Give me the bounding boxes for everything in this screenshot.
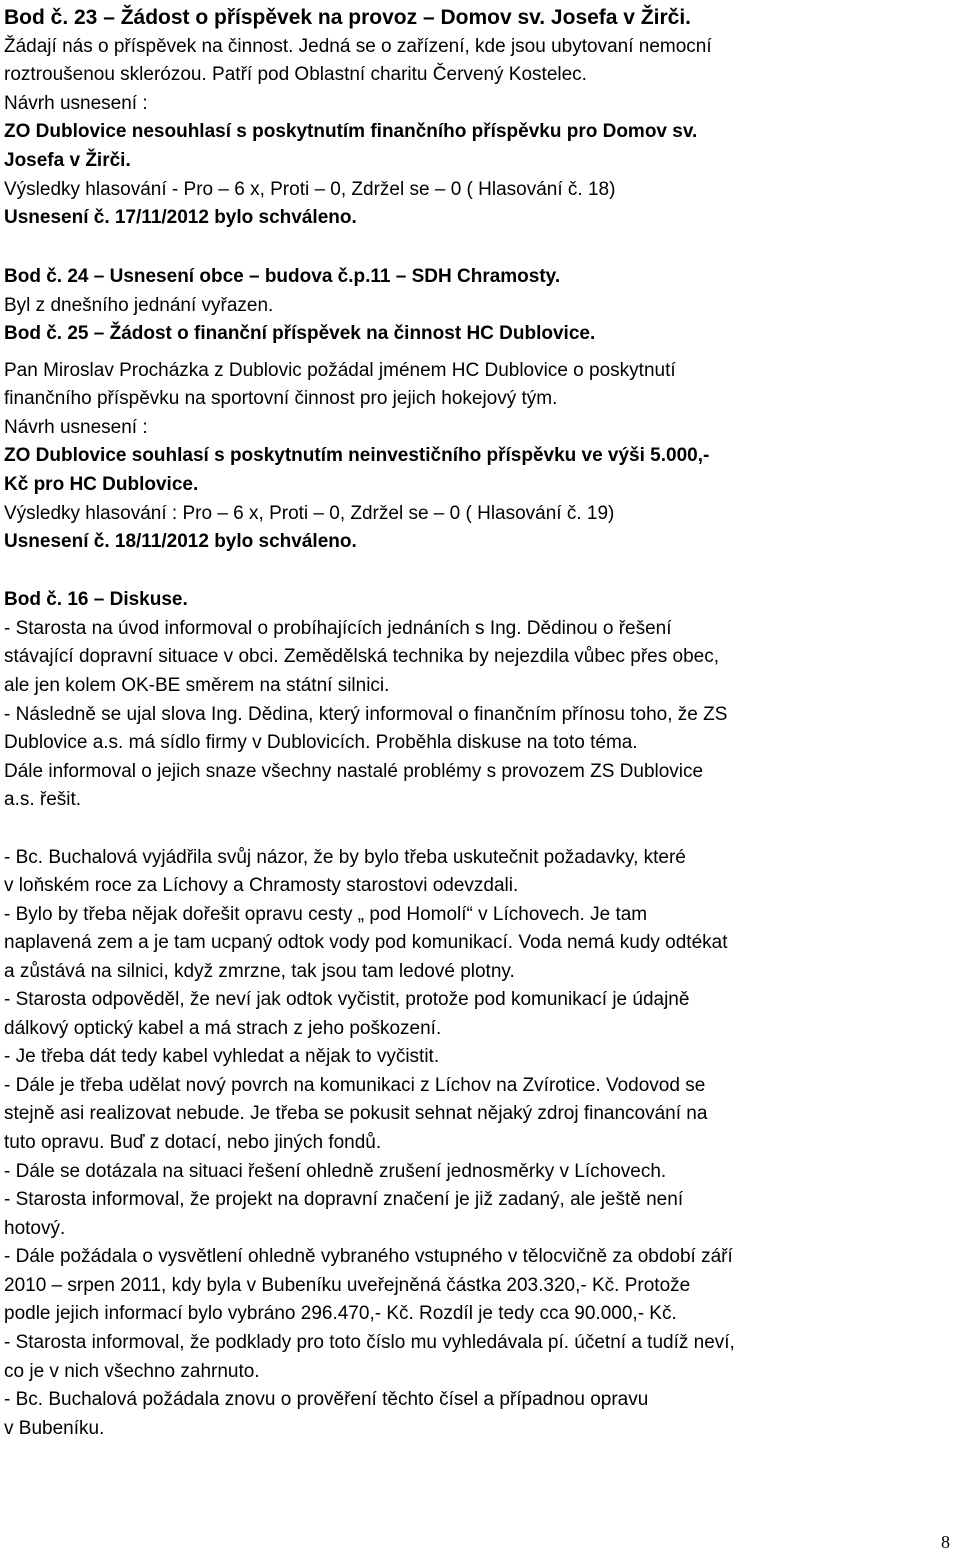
paragraph-line: co je v nich všechno zahrnuto. bbox=[4, 1361, 260, 1382]
paragraph-line: hotový. bbox=[4, 1218, 66, 1239]
paragraph-line: stávající dopravní situace v obci. Zemědělská technika by nejezdila vůbec přes obec, bbox=[4, 646, 719, 667]
paragraph-line: 2010 – srpen 2011, kdy byla v Bubeníku uveřejněná částka 203.320,- Kč. Protože bbox=[4, 1275, 691, 1296]
paragraph-line: - Dále se dotázala na situaci řešení ohledně zrušení jednosměrky v Líchovech. bbox=[4, 1161, 667, 1182]
paragraph-line: - Následně se ujal slova Ing. Dědina, který informoval o finančním přínosu toho, že ZS bbox=[4, 704, 728, 725]
proposal-text: Josefa v Žirči. bbox=[4, 150, 131, 171]
paragraph-line: dálkový optický kabel a má strach z jeho poškození. bbox=[4, 1018, 442, 1039]
paragraph-line: - Dále je třeba udělat nový povrch na komunikaci z Líchov na Zvírotice. Vodovod se bbox=[4, 1075, 706, 1096]
vote-result: Výsledky hlasování : Pro – 6 x, Proti – 0, Zdržel se – 0 ( Hlasování č. 19) bbox=[4, 503, 615, 524]
paragraph-line: a.s. řešit. bbox=[4, 789, 82, 810]
section-heading: Bod č. 25 – Žádost o finanční příspěvek na činnost HC Dublovice. bbox=[4, 323, 596, 344]
paragraph-line: - Starosta odpověděl, že neví jak odtok vyčistit, protože pod komunikací je údajně bbox=[4, 989, 690, 1010]
proposal-text: ZO Dublovice souhlasí s poskytnutím neinvestičního příspěvku ve výši 5.000,- bbox=[4, 445, 710, 466]
paragraph-line: - Starosta informoval, že projekt na dopravní značení je již zadaný, ale ještě není bbox=[4, 1189, 684, 1210]
vote-result: Výsledky hlasování - Pro – 6 x, Proti – 0, Zdržel se – 0 ( Hlasování č. 18) bbox=[4, 179, 616, 200]
paragraph-line: tuto opravu. Buď z dotací, nebo jiných fondů. bbox=[4, 1132, 382, 1153]
paragraph-line: roztroušenou sklerózou. Patří pod Oblastní charitu Červený Kostelec. bbox=[4, 64, 587, 85]
paragraph-line: Dublovice a.s. má sídlo firmy v Dublovicích. Proběhla diskuse na toto téma. bbox=[4, 732, 638, 753]
section-heading: Bod č. 24 – Usnesení obce – budova č.p.11 – SDH Chramosty. bbox=[4, 266, 561, 287]
paragraph-line: podle jejich informací bylo vybráno 296.470,- Kč. Rozdíl je tedy cca 90.000,- Kč. bbox=[4, 1303, 677, 1324]
paragraph-line: ale jen kolem OK-BE směrem na státní silnici. bbox=[4, 675, 390, 696]
page-number: 8 bbox=[941, 1532, 950, 1552]
resolution: Usnesení č. 18/11/2012 bylo schváleno. bbox=[4, 531, 357, 552]
paragraph-line: finančního příspěvku na sportovní činnost pro jejich hokejový tým. bbox=[4, 388, 558, 409]
paragraph-line: naplavená zem a je tam ucpaný odtok vody pod komunikací. Voda nemá kudy odtékat bbox=[4, 932, 728, 953]
section-heading: Bod č. 23 – Žádost o příspěvek na provoz – Domov sv. Josefa v Žirči. bbox=[4, 6, 692, 29]
paragraph-line: - Dále požádala o vysvětlení ohledně vybraného vstupného v tělocvičně za období září bbox=[4, 1246, 733, 1267]
paragraph-line: v loňském roce za Líchovy a Chramosty starostovi odevzdali. bbox=[4, 875, 519, 896]
paragraph-line: Byl z dnešního jednání vyřazen. bbox=[4, 295, 274, 316]
proposal-label: Návrh usnesení : bbox=[4, 93, 148, 114]
paragraph-line: - Starosta informoval, že podklady pro toto číslo mu vyhledávala pí. účetní a tudíž neví, bbox=[4, 1332, 735, 1353]
paragraph-line: Dále informoval o jejich snaze všechny nastalé problémy s provozem ZS Dublovice bbox=[4, 761, 704, 782]
paragraph-line: v Bubeníku. bbox=[4, 1418, 105, 1439]
paragraph-line: - Je třeba dát tedy kabel vyhledat a nějak to vyčistit. bbox=[4, 1046, 440, 1067]
proposal-label: Návrh usnesení : bbox=[4, 417, 148, 438]
section-heading: Bod č. 16 – Diskuse. bbox=[4, 589, 188, 610]
paragraph-line: - Bc. Buchalová vyjádřila svůj názor, že by bylo třeba uskutečnit požadavky, které bbox=[4, 847, 686, 868]
proposal-text: ZO Dublovice nesouhlasí s poskytnutím finančního příspěvku pro Domov sv. bbox=[4, 121, 698, 142]
resolution: Usnesení č. 17/11/2012 bylo schváleno. bbox=[4, 207, 357, 228]
paragraph-line: - Starosta na úvod informoval o probíhajících jednáních s Ing. Dědinou o řešení bbox=[4, 618, 672, 639]
paragraph-line: - Bylo by třeba nějak dořešit opravu cesty „ pod Homolí“ v Líchovech. Je tam bbox=[4, 904, 648, 925]
paragraph-line: Pan Miroslav Procházka z Dublovic požádal jménem HC Dublovice o poskytnutí bbox=[4, 360, 676, 381]
proposal-text: Kč pro HC Dublovice. bbox=[4, 474, 199, 495]
paragraph-line: a zůstává na silnici, když zmrzne, tak jsou tam ledové plotny. bbox=[4, 961, 515, 982]
paragraph-line: Žádají nás o příspěvek na činnost. Jedná se o zařízení, kde jsou ubytovaní nemocní bbox=[4, 36, 712, 57]
paragraph-line: - Bc. Buchalová požádala znovu o prověření těchto čísel a případnou opravu bbox=[4, 1389, 649, 1410]
paragraph-line: stejně asi realizovat nebude. Je třeba se pokusit sehnat nějaký zdroj financování na bbox=[4, 1103, 708, 1124]
